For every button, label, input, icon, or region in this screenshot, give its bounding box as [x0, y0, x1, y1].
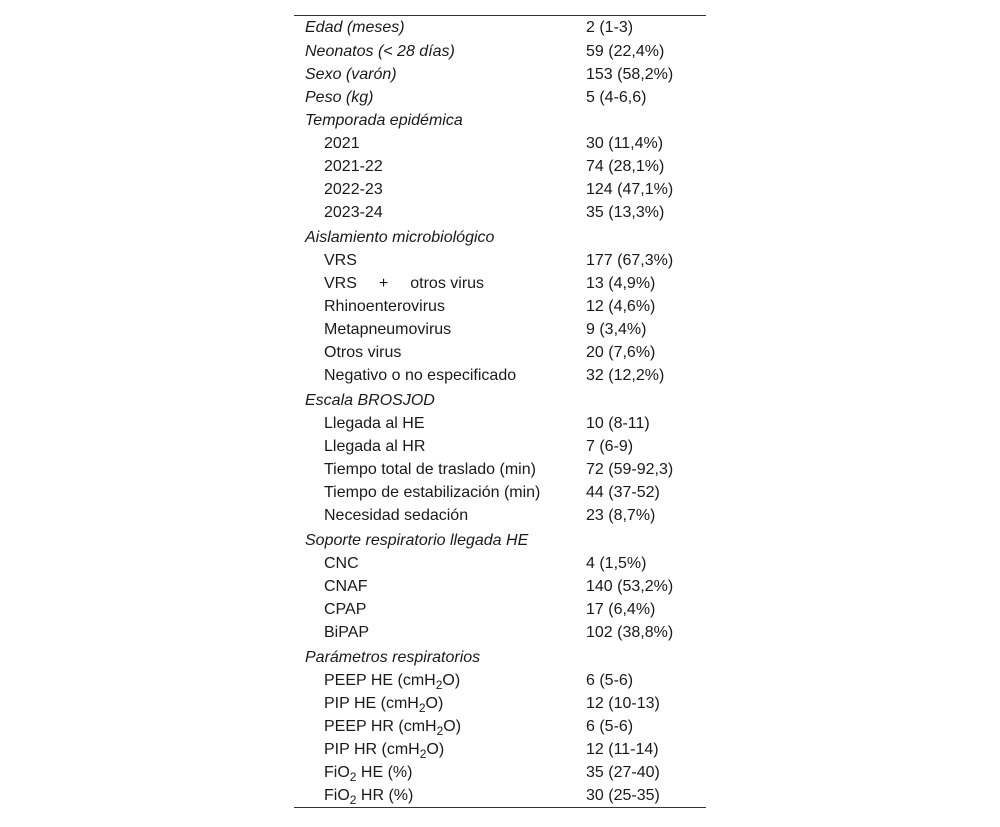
table-row	[294, 575, 706, 598]
label-part: otros virus	[410, 275, 485, 292]
table-row	[294, 272, 706, 295]
row-label: Negativo o no especificado	[324, 367, 517, 384]
row-label: CNC	[324, 555, 359, 572]
label-part: O)	[442, 672, 461, 689]
section-header-row	[294, 527, 706, 552]
table-row	[294, 761, 706, 784]
label-part: PIP HE (cmH	[324, 695, 419, 712]
subscript: 2	[435, 678, 443, 692]
row-label: 2023-24	[324, 204, 383, 221]
label-part: FiO	[324, 764, 350, 781]
subscript: 2	[349, 793, 357, 807]
row-value: 153 (58,2%)	[586, 66, 674, 83]
row-label: CNAF	[324, 578, 368, 595]
row-value: 32 (12,2%)	[586, 367, 665, 384]
row-value: 6 (5-6)	[586, 672, 634, 689]
table-row	[294, 63, 706, 86]
row-label: VRS	[324, 252, 357, 269]
table-row	[294, 715, 706, 738]
label-part: HR (%)	[356, 787, 414, 804]
row-label: 2022-23	[324, 181, 383, 198]
table-row	[294, 621, 706, 644]
subscript: 2	[418, 701, 426, 715]
table-row	[294, 669, 706, 692]
row-value: 12 (10-13)	[586, 695, 660, 712]
data-table	[294, 15, 706, 808]
row-label	[324, 784, 413, 807]
section-header-row	[294, 224, 706, 249]
row-value: 23 (8,7%)	[586, 507, 656, 524]
row-value: 44 (37-52)	[586, 484, 660, 501]
row-label	[324, 715, 461, 738]
label-part: VRS	[324, 275, 357, 292]
table-row	[294, 40, 706, 63]
row-label: Llegada al HR	[324, 438, 426, 455]
row-label: Tiempo total de traslado (min)	[324, 461, 536, 478]
subscript: 2	[349, 770, 357, 784]
row-label: Peso (kg)	[305, 89, 374, 106]
row-label: Edad (meses)	[305, 19, 405, 36]
table-row	[294, 86, 706, 109]
table-row	[294, 178, 706, 201]
row-value: 30 (11,4%)	[586, 135, 664, 152]
row-value: 17 (6,4%)	[586, 601, 656, 618]
label-part: PEEP HE (cmH	[324, 672, 436, 689]
row-label: Temporada epidémica	[305, 112, 463, 129]
table-row	[294, 341, 706, 364]
row-label: Parámetros respiratorios	[305, 649, 481, 666]
row-label: Metapneumovirus	[324, 321, 452, 338]
label-part: O)	[443, 718, 462, 735]
table-row	[294, 155, 706, 178]
row-value: 12 (4,6%)	[586, 298, 656, 315]
section-header-row	[294, 644, 706, 669]
row-value: 124 (47,1%)	[586, 181, 674, 198]
table-row	[294, 318, 706, 341]
row-label: Necesidad sedación	[324, 507, 469, 524]
row-value: 2 (1-3)	[586, 19, 634, 36]
table-row	[294, 504, 706, 527]
label-part: O)	[426, 741, 445, 758]
table-row	[294, 784, 706, 807]
row-label: Escala BROSJOD	[305, 392, 435, 409]
row-value: 177 (67,3%)	[586, 252, 674, 269]
table-row	[294, 598, 706, 621]
row-value: 140 (53,2%)	[586, 578, 674, 595]
row-label: Llegada al HE	[324, 415, 425, 432]
row-label: Rhinoenterovirus	[324, 298, 445, 315]
row-label	[324, 692, 443, 715]
label-part: FiO	[324, 787, 350, 804]
row-label	[324, 738, 444, 761]
section-header-row	[294, 109, 706, 132]
table-row	[294, 201, 706, 224]
row-value: 9 (3,4%)	[586, 321, 647, 338]
row-value: 59 (22,4%)	[586, 43, 665, 60]
row-value: 6 (5-6)	[586, 718, 634, 735]
row-label	[324, 669, 460, 692]
table-row	[294, 16, 706, 40]
table-row	[294, 249, 706, 272]
subscript: 2	[419, 747, 427, 761]
row-value: 72 (59-92,3)	[586, 461, 674, 478]
table-row	[294, 364, 706, 387]
table-row	[294, 295, 706, 318]
row-value: 7 (6-9)	[586, 438, 634, 455]
table-row	[294, 132, 706, 155]
row-value: 74 (28,1%)	[586, 158, 665, 175]
table-row	[294, 435, 706, 458]
row-value: 20 (7,6%)	[586, 344, 656, 361]
label-part: O)	[425, 695, 444, 712]
table-row	[294, 412, 706, 435]
label-part: PIP HR (cmH	[324, 741, 420, 758]
table-row	[294, 458, 706, 481]
row-value: 13 (4,9%)	[586, 275, 656, 292]
row-value: 5 (4-6,6)	[586, 89, 647, 106]
row-label: 2021	[324, 135, 360, 152]
table-row	[294, 552, 706, 575]
label-part: HE (%)	[356, 764, 413, 781]
row-label: Otros virus	[324, 344, 402, 361]
row-label: Aislamiento microbiológico	[305, 229, 495, 246]
row-label	[324, 272, 484, 295]
table-row	[294, 481, 706, 504]
table-row	[294, 738, 706, 761]
row-label: Soporte respiratorio llegada HE	[305, 532, 529, 549]
row-label	[324, 761, 412, 784]
row-value: 30 (25-35)	[586, 787, 660, 804]
row-label: 2021-22	[324, 158, 383, 175]
row-label: Sexo (varón)	[305, 66, 397, 83]
row-value: 102 (38,8%)	[586, 624, 674, 641]
row-value: 10 (8-11)	[586, 415, 650, 432]
label-part: PEEP HR (cmH	[324, 718, 437, 735]
row-value: 4 (1,5%)	[586, 555, 647, 572]
row-label: Neonatos (< 28 días)	[305, 43, 455, 60]
section-header-row	[294, 387, 706, 412]
subscript: 2	[436, 724, 444, 738]
row-value: 35 (13,3%)	[586, 204, 665, 221]
row-value: 12 (11-14)	[586, 741, 659, 758]
row-label: BiPAP	[324, 624, 370, 641]
row-value: 35 (27-40)	[586, 764, 660, 781]
table-row	[294, 692, 706, 715]
row-label: CPAP	[324, 601, 367, 618]
label-part: +	[378, 275, 389, 292]
row-label: Tiempo de estabilización (min)	[324, 484, 541, 501]
